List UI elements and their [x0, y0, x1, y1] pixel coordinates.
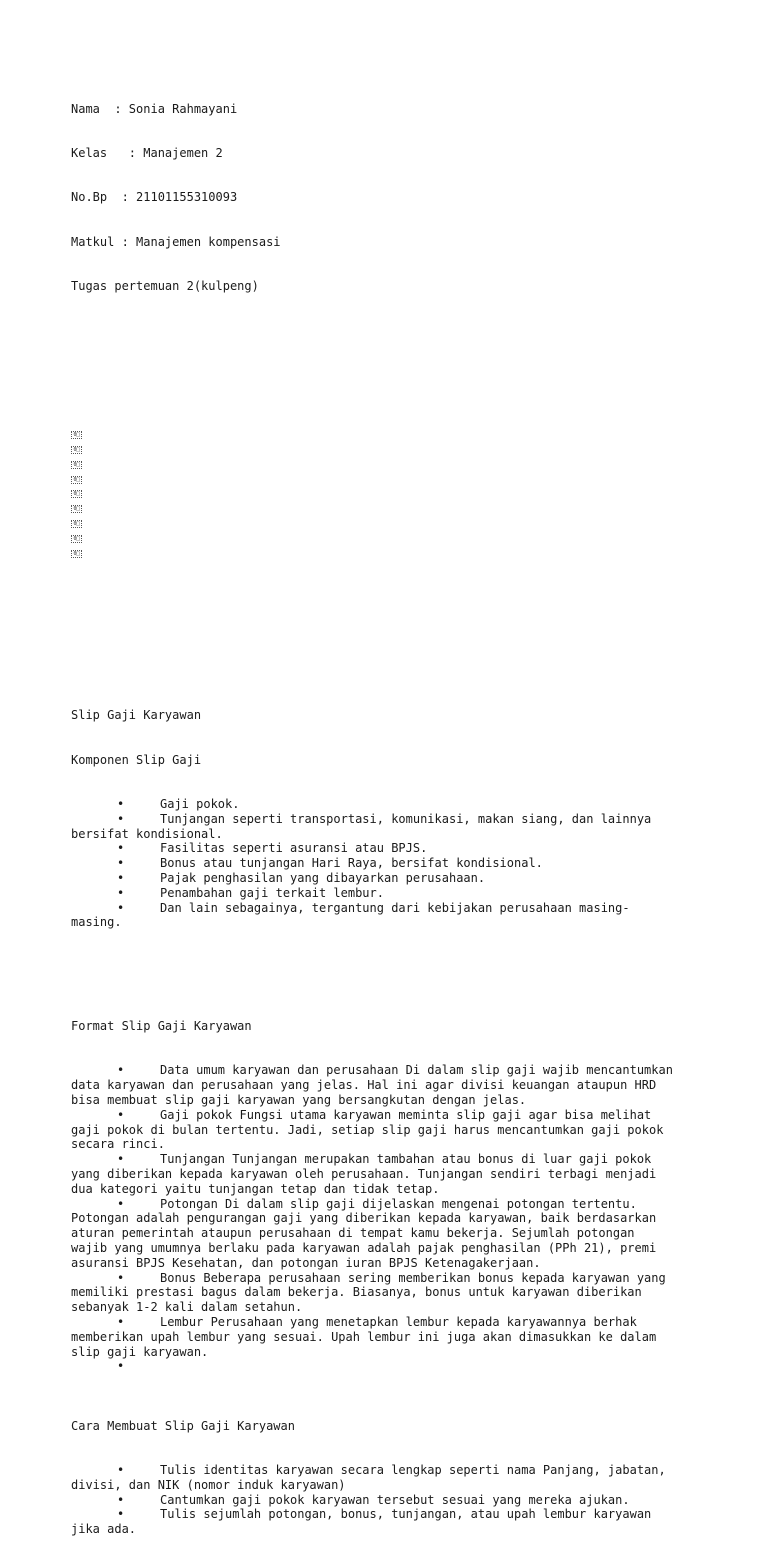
format-item-continuation: gaji pokok di bulan tertentu. Jadi, setiap slip gaji harus mencantumkan gaji pokok [71, 1122, 664, 1137]
format-item [71, 1197, 701, 1212]
bullet-text: Cantumkan gaji pokok karyawan tersebut sesuai yang mereka ajukan. [160, 1492, 630, 1507]
missing-glyph-row [71, 546, 701, 561]
komponen-item [71, 856, 701, 871]
komponen-item [71, 871, 701, 886]
bullet-text: Potongan Di dalam slip gaji dijelaskan mengenai potongan tertentu. [160, 1196, 637, 1211]
format-item-continuation: data karyawan dan perusahaan yang jelas. Hal ini agar divisi keuangan ataupun HRD [71, 1078, 657, 1093]
student-name: Nama : Sonia Rahmayani [71, 101, 238, 116]
missing-glyph-icon: 0⃣ [71, 446, 82, 454]
bullet-text: Data umum karyawan dan perusahaan Di dalam slip gaji wajib mencantumkan [160, 1063, 673, 1078]
format-list [71, 1063, 701, 1374]
section-title-format: Format Slip Gaji Karyawan [71, 1019, 252, 1033]
missing-glyph-row [71, 531, 701, 546]
section-subtitle-komponen: Komponen Slip Gaji [71, 752, 202, 767]
komponen-item-continuation: masing. [71, 915, 122, 930]
format-item-continuation: Potongan adalah pengurangan gaji yang diberikan kepada karyawan, baik berdasarkan [71, 1211, 657, 1226]
bullet-text: Tulis identitas karyawan secara lengkap seperti nama Panjang, jabatan, [160, 1462, 666, 1477]
course-name: Matkul : Manajemen kompensasi [71, 234, 281, 249]
bullet-text: Dan lain sebagainya, tergantung dari kebijakan perusahaan masing- [160, 900, 630, 915]
student-class: Kelas : Manajemen 2 [71, 145, 223, 160]
missing-glyph-row [71, 457, 701, 472]
format-item [71, 1108, 701, 1123]
format-item-continuation: sebanyak 1-2 kali dalam setahun. [71, 1300, 303, 1315]
document-page [71, 72, 701, 1552]
missing-glyph-icon: 0⃣ [71, 505, 82, 513]
missing-glyph-row [71, 442, 701, 457]
missing-glyph-row [71, 516, 701, 531]
missing-glyph-icon: 0⃣ [71, 476, 82, 484]
format-item-continuation: wajib yang umumnya berlaku pada karyawan adalah pajak penghasilan (PPh 21), premi [71, 1240, 657, 1255]
bullet-icon: • [117, 1152, 125, 1167]
bullet-text: Fasilitas seperti asuransi atau BPJS. [160, 841, 428, 856]
format-item-continuation: memberikan upah lembur yang sesuai. Upah lembur ini juga akan dimasukkan ke dalam [71, 1329, 657, 1344]
format-item [71, 1315, 701, 1330]
cara-list [71, 1463, 701, 1537]
format-item-continuation: slip gaji karyawan. [71, 1344, 209, 1359]
bullet-icon: • [117, 871, 125, 886]
bullet-text: Lembur Perusahaan yang menetapkan lembur kepada karyawannya berhak [160, 1314, 637, 1329]
format-item-continuation: dua kategori yaitu tunjangan tetap dan tidak tetap. [71, 1181, 440, 1196]
bullet-text: Penambahan gaji terkait lembur. [160, 885, 384, 900]
format-item-continuation: bisa membuat slip gaji karyawan yang bersangkutan dengan jelas. [71, 1092, 527, 1107]
format-item [71, 1152, 701, 1167]
bullet-icon: • [117, 1507, 125, 1522]
missing-glyph-icon: 0⃣ [71, 461, 82, 469]
bullet-icon: • [117, 841, 125, 856]
bullet-icon: • [117, 811, 125, 826]
bullet-text: Gaji pokok Fungsi utama karyawan meminta slip gaji agar bisa melihat [160, 1107, 652, 1122]
komponen-item-continuation: bersifat kondisional. [71, 826, 223, 841]
komponen-item [71, 841, 701, 856]
komponen-item [71, 812, 701, 827]
bullet-icon: • [117, 1462, 125, 1477]
format-item [71, 1063, 701, 1078]
cara-item [71, 1493, 701, 1508]
missing-glyph-icon: 0⃣ [71, 490, 82, 498]
section-title-cara: Cara Membuat Slip Gaji Karyawan [71, 1418, 295, 1433]
bullet-text: Tulis sejumlah potongan, bonus, tunjangan, atau upah lembur karyawan [160, 1507, 652, 1522]
missing-glyph-icon: 0⃣ [71, 535, 82, 543]
bullet-text: Bonus Beberapa perusahaan sering memberikan bonus kepada karyawan yang [160, 1270, 666, 1285]
missing-glyph-icon: 0⃣ [71, 550, 82, 558]
missing-glyph-row [71, 501, 701, 516]
missing-glyph-icon: 0⃣ [71, 431, 82, 439]
bullet-icon: • [117, 1196, 125, 1211]
missing-glyph-row [71, 472, 701, 487]
format-item-continuation: memiliki prestasi bagus dalam bekerja. Biasanya, bonus untuk karyawan diberikan [71, 1285, 642, 1300]
bullet-icon: • [117, 856, 125, 871]
bullet-icon: • [117, 1107, 125, 1122]
bullet-icon: • [117, 797, 125, 812]
komponen-item [71, 886, 701, 901]
missing-glyph-row [71, 486, 701, 501]
assignment-title: Tugas pertemuan 2(kulpeng) [71, 279, 259, 294]
section-title-slip: Slip Gaji Karyawan [71, 708, 202, 723]
format-item-continuation: asuransi BPJS Kesehatan, dan potongan iuran BPJS Ketenagakerjaan. [71, 1255, 541, 1270]
bullet-text: Bonus atau tunjangan Hari Raya, bersifat kondisional. [160, 856, 543, 871]
bullet-icon: • [117, 1359, 125, 1374]
bullet-text: Pajak penghasilan yang dibayarkan perusahaan. [160, 871, 486, 886]
missing-glyph-block [71, 427, 701, 560]
bullet-icon: • [117, 1314, 125, 1329]
student-number: No.Bp : 21101155310093 [71, 190, 238, 205]
komponen-item [71, 901, 701, 916]
missing-glyph-icon: 0⃣ [71, 520, 82, 528]
missing-glyph-row [71, 427, 701, 442]
bullet-icon: • [117, 1063, 125, 1078]
bullet-text: Gaji pokok. [160, 797, 240, 812]
cara-item-continuation: jika ada. [71, 1522, 137, 1537]
bullet-text: Tunjangan Tunjangan merupakan tambahan atau bonus di luar gaji pokok [160, 1152, 652, 1167]
bullet-text: Tunjangan seperti transportasi, komunikasi, makan siang, dan lainnya [160, 811, 652, 826]
bullet-icon: • [117, 885, 125, 900]
format-item-continuation: yang diberikan kepada karyawan oleh perusahaan. Tunjangan sendiri terbagi menjadi [71, 1166, 657, 1181]
cara-item-continuation: divisi, dan NIK (nomor induk karyawan) [71, 1477, 346, 1492]
komponen-item [71, 797, 701, 812]
bullet-icon: • [117, 900, 125, 915]
bullet-icon: • [117, 1270, 125, 1285]
format-item-continuation: aturan pemerintah ataupun perusahaan di tempat kamu bekerja. Sejumlah potongan [71, 1226, 635, 1241]
format-item [71, 1359, 701, 1374]
format-item [71, 1271, 701, 1286]
cara-item [71, 1507, 701, 1522]
cara-item [71, 1463, 701, 1478]
bullet-icon: • [117, 1492, 125, 1507]
format-item-continuation: secara rinci. [71, 1137, 165, 1152]
komponen-list [71, 797, 701, 930]
